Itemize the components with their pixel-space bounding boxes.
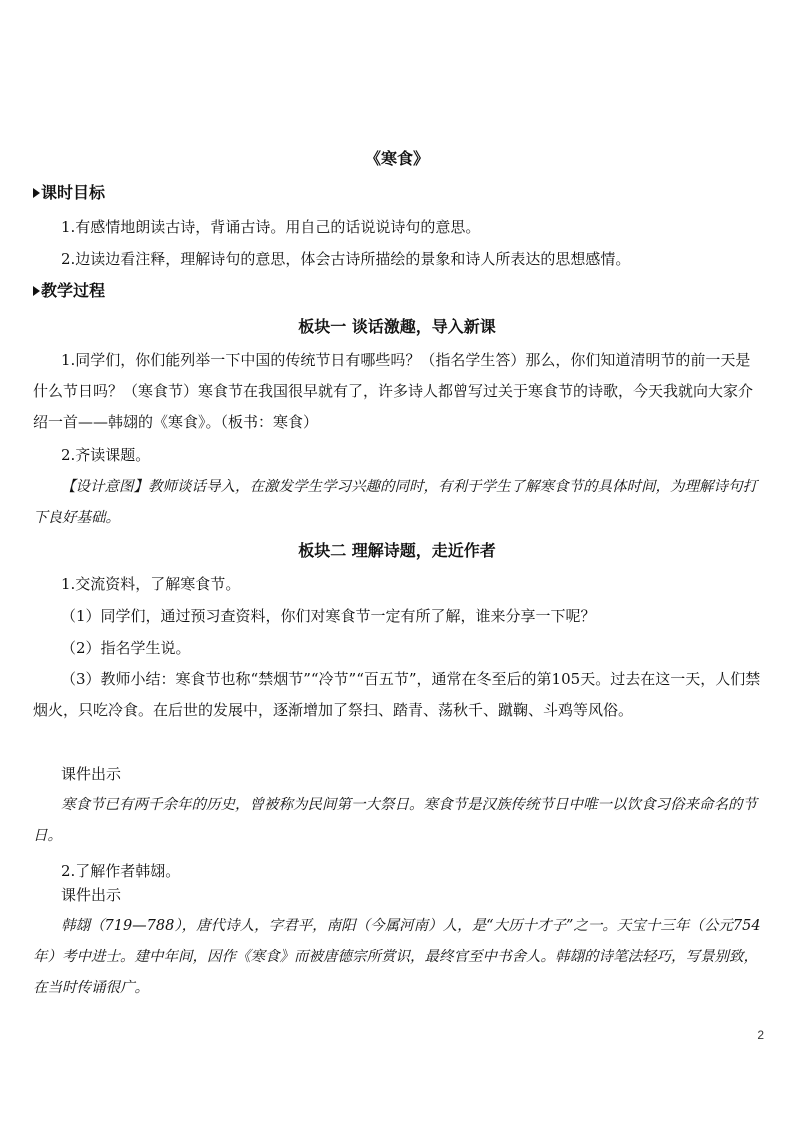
block2-paragraph-4: （3）教师小结：寒食节也称“禁烟节”“冷节”“百五节”，通常在冬至后的第105天。过去在这一天，人们禁烟火，只吃冷食。在后世的发展中，逐渐增加了祭扫、踏青、荡秋千、蹴鞠、斗鸡等风俗。 — [33, 670, 761, 719]
courseware-quote-1: 寒食节已有两千余年的历史，曾被称为民间第一大祭日。寒食节是汉族传统节日中唯一以饮食习俗来命名的节日。 — [33, 797, 757, 844]
courseware-label: 课件出示 — [61, 765, 122, 783]
process-heading — [33, 280, 794, 302]
triangle-marker-icon — [33, 286, 40, 296]
block1-paragraph-1: 1.同学们，你们能列举一下中国的传统节日有哪些吗？（指名学生答）那么，你们知道清明节的前一天是什么节日吗？（寒食节）寒食节在我国很早就有了，许多诗人都曾写过关于寒食节的诗歌，今天我就向大家介绍一首——韩翃的《寒食》。（板书：寒食） — [33, 351, 754, 431]
triangle-marker-icon — [33, 188, 40, 198]
goals-heading — [33, 182, 794, 204]
block2-heading: 板块二 理解诗题，走近作者 — [298, 541, 496, 560]
process-heading-text: 教学过程 — [41, 281, 106, 300]
goals-heading-text: 课时目标 — [41, 183, 106, 202]
goal-item: 2.边读边看注释，理解诗句的意思，体会古诗所描绘的景象和诗人所表达的思想感情。 — [61, 250, 631, 268]
block1-heading: 板块一 谈话激趣，导入新课 — [298, 317, 496, 336]
block2-paragraph-5: 2.了解作者韩翃。 — [61, 862, 181, 880]
block1-paragraph-2: 2.齐读课题。 — [61, 446, 151, 464]
courseware-quote-2: 韩翃（719—788），唐代诗人，字君平，南阳（今属河南）人，是“大历十才子”之一。天宝十三年（公元754年）考中进士。建中年间，因作《寒食》而被唐德宗所赏识，最终官至中书舍人。韩翃的诗笔法轻巧，写景别致，在当时传诵很广。 — [33, 918, 761, 996]
design-intent: 【设计意图】教师谈话导入，在激发学生学习兴趣的同时，有利于学生了解寒食节的具体时间，为理解诗句打下良好基础。 — [33, 479, 757, 526]
block2-paragraph-3: （2）指名学生说。 — [61, 639, 191, 657]
goal-item: 1.有感情地朗读古诗，背诵古诗。用自己的话说说诗句的意思。 — [61, 218, 481, 236]
courseware-label: 课件出示 — [61, 886, 122, 904]
block2-paragraph-1: 1.交流资料，了解寒食节。 — [61, 575, 241, 593]
document-title: 《寒食》 — [364, 149, 429, 168]
block2-paragraph-2: （1）同学们，通过预习查资料，你们对寒食节一定有所了解，谁来分享一下呢？ — [61, 607, 596, 625]
page-number: 2 — [757, 1028, 764, 1042]
